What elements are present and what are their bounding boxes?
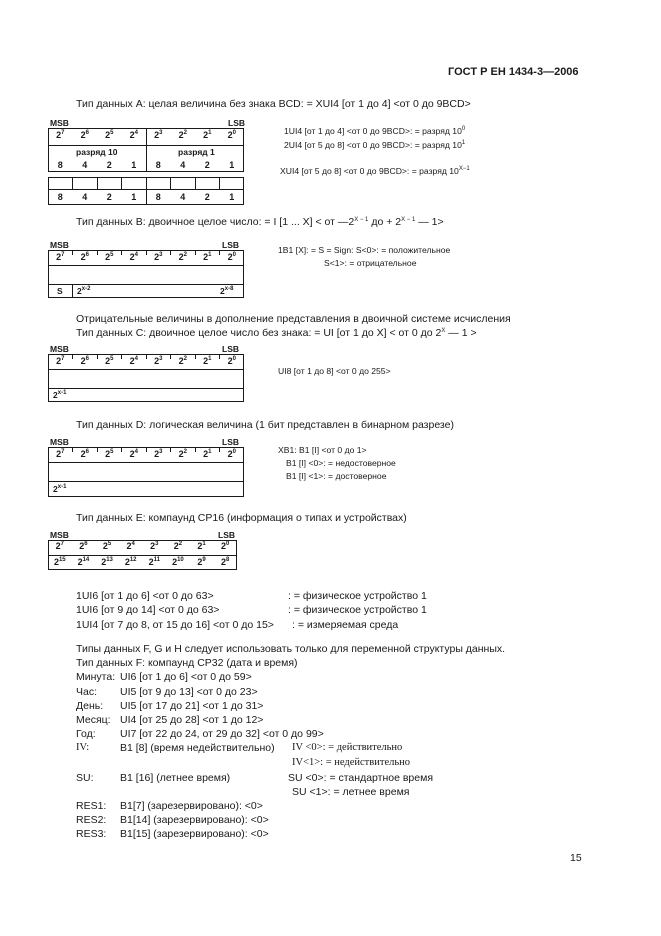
su-summer: SU <1>: = летнее время xyxy=(292,786,410,798)
type-e-line-2-right: : = физическое устройство 1 xyxy=(288,604,427,616)
type-c-msb-cell: 2$^{x-1}$ xyxy=(53,390,67,400)
res3-value: B1[15] (зарезервировано): <0> xyxy=(120,828,269,840)
su-value: B1 [16] (летнее время) xyxy=(120,772,231,784)
type-a-weights-top: 8 4 2 1 8 4 2 1 xyxy=(57,160,235,170)
page-number: 15 xyxy=(570,852,582,864)
digit-1-label: разряд 1 xyxy=(178,147,215,157)
iv-invalid: IV<1>: = недействительно xyxy=(292,757,410,768)
hour-key: Час: xyxy=(76,686,98,698)
type-c-intro: Отрицательные величины в дополнение представления в двоичной системе исчисления xyxy=(76,313,511,325)
sign-cell: S xyxy=(57,286,63,296)
res2-key: RES2: xyxy=(76,814,107,826)
iv-valid: IV <0>: = действительно xyxy=(292,742,403,753)
type-e-bit-row-high: $2^7$ $2^6$ $2^5$ $2^4$ $2^3$ $2^2$ $2^1$ $2^0$ xyxy=(55,541,230,551)
lsb-label: LSB xyxy=(218,530,235,540)
year-value: UI7 [от 22 до 24, от 29 до 32] <от 0 до 99> xyxy=(120,728,324,740)
year-key: Год: xyxy=(76,728,96,740)
month-key: Месяц: xyxy=(76,714,111,726)
type-b-note-2: S<1>: = отрицательное xyxy=(324,258,417,268)
type-d-title: Тип данных D: логическая величина (1 бит представлен в бинарном разрезе) xyxy=(76,419,454,431)
type-a-bit-row: $2^7$ $2^6$ $2^5$ $2^4$ $2^3$ $2^2$ $2^1$ $2^0$ xyxy=(56,130,236,140)
su-key: SU: xyxy=(76,772,94,784)
type-b-bit-row: $2^7$ $2^6$ $2^5$ $2^4$ $2^3$ $2^2$ $2^1$ $2^0$ xyxy=(56,252,236,262)
res1-key: RES1: xyxy=(76,800,107,812)
type-a-note-2: 2UI4 [от 5 до 8] <от 0 до 9BCD>: = разряд $10^1$ xyxy=(284,140,466,150)
type-d-note-1: XB1: B1 [I] <от 0 до 1> xyxy=(278,445,367,455)
minute-value: UI6 [от 1 до 6] <от 0 до 59> xyxy=(120,671,252,683)
type-e-line-3-right: : = измеряемая среда xyxy=(292,619,399,631)
lsb-label: LSB xyxy=(222,344,239,354)
minute-key: Минута: xyxy=(76,671,116,683)
type-e-title: Тип данных E: компаунд CP16 (информация о типах и устройствах) xyxy=(76,512,407,524)
day-key: День: xyxy=(76,700,104,712)
msb-label: MSB xyxy=(50,240,69,250)
type-c-note: UI8 [от 1 до 8] <от 0 до 255> xyxy=(278,366,391,376)
type-a-note-3: XUI4 [от 5 до 8] <от 0 до 9BCD>: = разряд $10^{X-1}$ xyxy=(280,166,470,176)
lsb-label: LSB xyxy=(222,240,239,250)
type-a-note-1: 1UI4 [от 1 до 4] <от 0 до 9BCD>: = разряд $10^0$ xyxy=(284,126,466,136)
type-fgh-intro: Типы данных F, G и H следует использовать только для переменной структуры данных. xyxy=(76,643,506,655)
iv-value: B1 [8] (время недействительно) xyxy=(120,742,275,754)
type-e-line-2-left: 1UI6 [от 9 до 14] <от 0 до 63> xyxy=(76,604,220,616)
msb-label: MSB xyxy=(50,437,69,447)
type-f-title: Тип данных F: компаунд CP32 (дата и время) xyxy=(76,657,298,669)
type-a-title: Тип данных A: целая величина без знака BCD: = XUI4 [от 1 до 4] <от 0 до 9BCD> xyxy=(76,98,471,110)
type-c-bit-row: $2^7$ $2^6$ $2^5$ $2^4$ $2^3$ $2^2$ $2^1$ $2^0$ xyxy=(56,356,236,366)
type-e-bit-row-low: $2^{15}$ $2^{14}$ $2^{13}$ $2^{12}$ $2^{11}$ $2^{10}$ $2^9$ $2^8$ xyxy=(53,557,230,567)
lsb-label: LSB xyxy=(228,118,245,128)
document-header: ГОСТ Р ЕН 1434-3—2006 xyxy=(448,66,579,78)
type-a-weights-bottom: 8 4 2 1 8 4 2 1 xyxy=(57,192,235,202)
type-b-note-1: 1B1 [X]: = S = Sign: S<0>: = положительное xyxy=(278,245,451,255)
type-d-note-2: B1 [I] <0>: = недостоверное xyxy=(286,458,396,468)
month-value: UI4 [от 25 до 28] <от 1 до 12> xyxy=(120,714,264,726)
msb-label: MSB xyxy=(50,344,69,354)
res2-value: B1[14] (зарезервировано): <0> xyxy=(120,814,269,826)
res1-value: B1[7] (зарезервировано): <0> xyxy=(120,800,263,812)
type-c-title: Тип данных C: двоичное целое число без знака: = UI [от 1 до X] < от 0 до $2^X$ — 1 > xyxy=(76,327,477,339)
hour-value: UI5 [от 9 до 13] <от 0 до 23> xyxy=(120,686,258,698)
su-standard: SU <0>: = стандартное время xyxy=(288,772,434,784)
digit-10-label: разряд 10 xyxy=(76,147,118,157)
iv-key: IV: xyxy=(76,742,90,753)
msb-label: MSB xyxy=(50,530,69,540)
msb-label: MSB xyxy=(50,118,69,128)
type-e-line-1-right: : = физическое устройство 1 xyxy=(288,590,427,602)
type-b-title: Тип данных B: двоичное целое число: = I [1 ... X] < от $—2^{X - 1}$ до + $2^{X - 1}$ — 1> xyxy=(76,216,444,228)
type-d-bit-row: $2^7$ $2^6$ $2^5$ $2^4$ $2^3$ $2^2$ $2^1$ $2^0$ xyxy=(56,449,236,459)
lsb-label: LSB xyxy=(222,437,239,447)
day-value: UI5 [от 17 до 21] <от 1 до 31> xyxy=(120,700,264,712)
type-d-msb-cell: 2$^{x-1}$ xyxy=(53,484,67,494)
type-e-line-3-left: 1UI4 [от 7 до 8, от 15 до 16] <от 0 до 15> xyxy=(76,619,274,631)
type-e-line-1-left: 1UI6 [от 1 до 6] <от 0 до 63> xyxy=(76,590,214,602)
res3-key: RES3: xyxy=(76,828,107,840)
type-b-low-cell: 2$^{x-8}$ xyxy=(220,286,234,296)
type-d-note-3: B1 [I] <1>: = достоверное xyxy=(286,471,387,481)
type-b-high-cell: 2$^{x-2}$ xyxy=(77,286,91,296)
